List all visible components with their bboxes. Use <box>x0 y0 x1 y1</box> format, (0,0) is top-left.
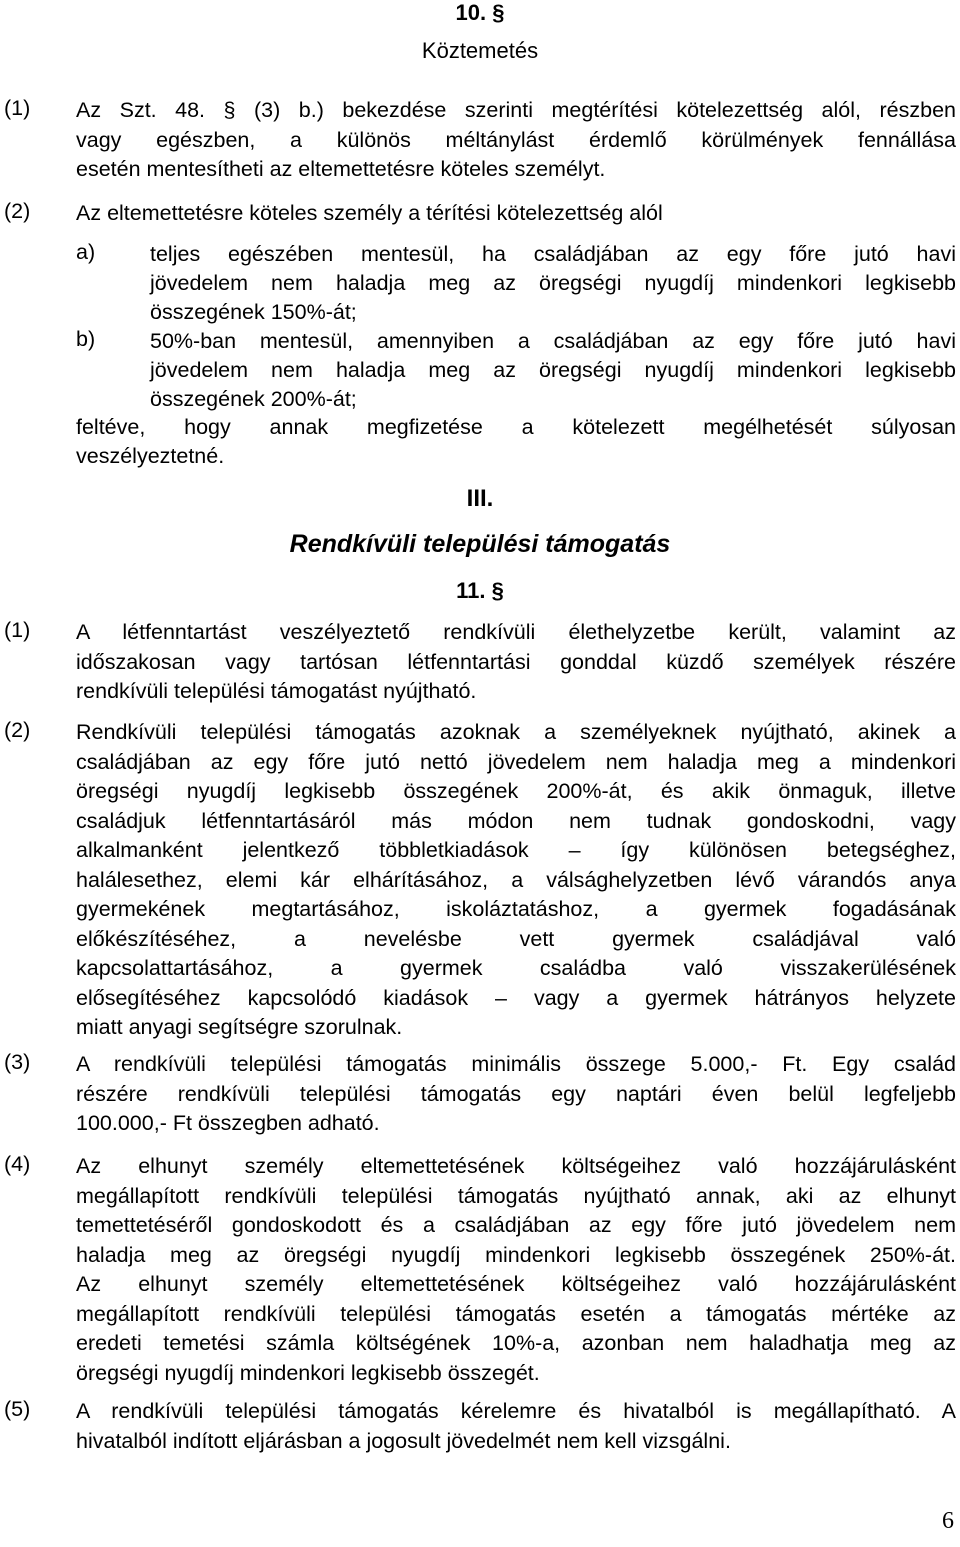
page-number: 6 <box>942 1508 954 1534</box>
list-item-b <box>0 327 956 415</box>
text-line: rendkívüli települési támogatást nyújtható. <box>76 679 477 703</box>
list-item-a <box>0 240 956 328</box>
paragraph-number: (2) <box>4 718 31 742</box>
paragraph-text <box>76 96 956 185</box>
paragraph-text <box>76 413 956 471</box>
text-line: megállapított rendkívüli települési támogatás nyújtható annak, aki az elhunyt <box>76 1183 956 1208</box>
text-line: Az elhunyt személy eltemettetésének költségeihez való hozzájárulásként <box>76 1154 956 1178</box>
section-10-number: 10. § <box>455 0 505 25</box>
list-item-text <box>150 327 956 414</box>
text-line: vagy egészben, a különös méltánylást érdemlő körülmények fennállása <box>76 127 956 152</box>
section-11-paragraph-3 <box>0 1050 956 1140</box>
text-line: feltéve, hogy annak megfizetése a kötelezett megélhetését súlyosan <box>76 415 956 439</box>
paragraph-text <box>76 718 956 1043</box>
chapter-number: III. <box>466 485 494 512</box>
text-line: temettetéséről gondoskodott és a családjában az egy főre jutó jövedelem nem <box>76 1213 956 1237</box>
text-line: miatt anyagi segítségre szorulnak. <box>76 1015 403 1039</box>
text-line: alkalmanként jelentkező többletkiadások – így különösen betegséghez, <box>76 838 956 862</box>
paragraph-text <box>76 1050 956 1139</box>
text-line: Rendkívüli települési támogatás azoknak a személyeknek nyújtható, akinek a <box>76 720 956 744</box>
text-line: teljes egészében mentesül, ha családjában az egy főre jutó havi <box>150 242 956 266</box>
section-11-paragraph-2 <box>0 718 956 1044</box>
list-item-text <box>150 240 956 327</box>
text-line: elősegítéséhez kapcsolódó kiadások – vagy a gyermek hátrányos helyzete <box>76 985 956 1010</box>
text-line: Az eltemettetésre köteles személy a térítési kötelezettség alól <box>76 201 663 225</box>
text-line: A rendkívüli települési támogatás minimális összege 5.000,- Ft. Egy család <box>76 1052 956 1076</box>
section-11-number: 11. § <box>456 578 504 603</box>
text-line: A létfenntartást veszélyeztető rendkívüli élethelyzetbe került, valamint az <box>76 620 956 644</box>
text-line: előkészítéséhez, a nevelésbe vett gyermek családjával való <box>76 926 956 951</box>
text-line: haladja meg az öregségi nyugdíj mindenkori legkisebb összegének 250%-át. <box>76 1242 956 1267</box>
text-line: Az Szt. 48. § (3) b.) bekezdése szerinti megtérítési kötelezettség alól, részben <box>76 98 956 122</box>
chapter-title: Rendkívüli települési támogatás <box>289 530 671 558</box>
paragraph-text <box>76 199 956 229</box>
paragraph-number: (3) <box>4 1050 31 1074</box>
paragraph-number: (2) <box>4 199 31 223</box>
paragraph-number: (1) <box>4 618 31 642</box>
section-10-paragraph-2 <box>0 199 956 229</box>
paragraph-number: (5) <box>4 1397 31 1421</box>
text-line: családjuk létfenntartásáról más módon nem tudnak gondoskodni, vagy <box>76 808 956 833</box>
section-11-paragraph-5 <box>0 1397 956 1457</box>
text-line: veszélyeztetné. <box>76 444 225 468</box>
paragraph-text <box>76 1152 956 1388</box>
text-line: öregségi nyugdíj mindenkori legkisebb összegét. <box>76 1360 540 1385</box>
paragraph-text <box>76 1397 956 1456</box>
text-line: A rendkívüli települési támogatás kérelemre és hivatalból is megállapítható. A <box>76 1399 956 1423</box>
text-line: esetén mentesítheti az eltemettetésre köteles személyt. <box>76 157 606 181</box>
text-line: Az elhunyt személy eltemettetésének költségeihez való hozzájárulásként <box>76 1272 956 1296</box>
list-item-label: a) <box>76 240 96 264</box>
text-line: halálesethez, elemi kár elhárításához, a válsághelyzetben lévő várandós anya <box>76 867 956 892</box>
text-line: gyermekének megtartásához, iskoláztatáshoz, a gyermek fogadásának <box>76 897 956 921</box>
list-item-label: b) <box>76 327 96 351</box>
text-line: összegének 200%-át; <box>150 387 357 411</box>
section-10-paragraph-1 <box>0 96 956 188</box>
text-line: időszakosan vagy tartósan létfenntartási gonddal küzdő személyek részére <box>76 649 956 674</box>
text-line: részére rendkívüli települési támogatás egy naptári éven belül legfeljebb <box>76 1081 956 1106</box>
section-10-closing <box>0 413 956 473</box>
text-line: összegének 150%-át; <box>150 300 357 324</box>
text-line: megállapított rendkívüli települési támogatás esetén a támogatás mértéke az <box>76 1301 956 1326</box>
text-line: jövedelem nem haladja meg az öregségi nyugdíj mindenkori legkisebb <box>150 271 956 295</box>
text-line: családjában az egy főre jutó nettó jövedelem nem haladja meg a mindenkori <box>76 749 956 774</box>
paragraph-number: (4) <box>4 1152 31 1176</box>
section-11-paragraph-4 <box>0 1152 956 1388</box>
section-10-title: Köztemetés <box>421 38 539 63</box>
text-line: öregségi nyugdíj legkisebb összegének 200%-át, és akik önmaguk, illetve <box>76 779 956 803</box>
text-line: 100.000,- Ft összegben adható. <box>76 1111 380 1135</box>
text-line: 50%-ban mentesül, amennyiben a családjában az egy főre jutó havi <box>150 329 956 353</box>
text-line: kapcsolattartásához, a gyermek családba való visszakerülésének <box>76 956 956 980</box>
paragraph-number: (1) <box>4 96 31 120</box>
text-line: eredeti temetési számla költségének 10%-a, azonban nem haladhatja meg az <box>76 1331 956 1355</box>
text-line: jövedelem nem haladja meg az öregségi nyugdíj mindenkori legkisebb <box>150 358 956 382</box>
paragraph-text <box>76 618 956 707</box>
text-line: hivatalból indított eljárásban a jogosult jövedelmét nem kell vizsgálni. <box>76 1428 731 1453</box>
section-11-paragraph-1 <box>0 618 956 708</box>
